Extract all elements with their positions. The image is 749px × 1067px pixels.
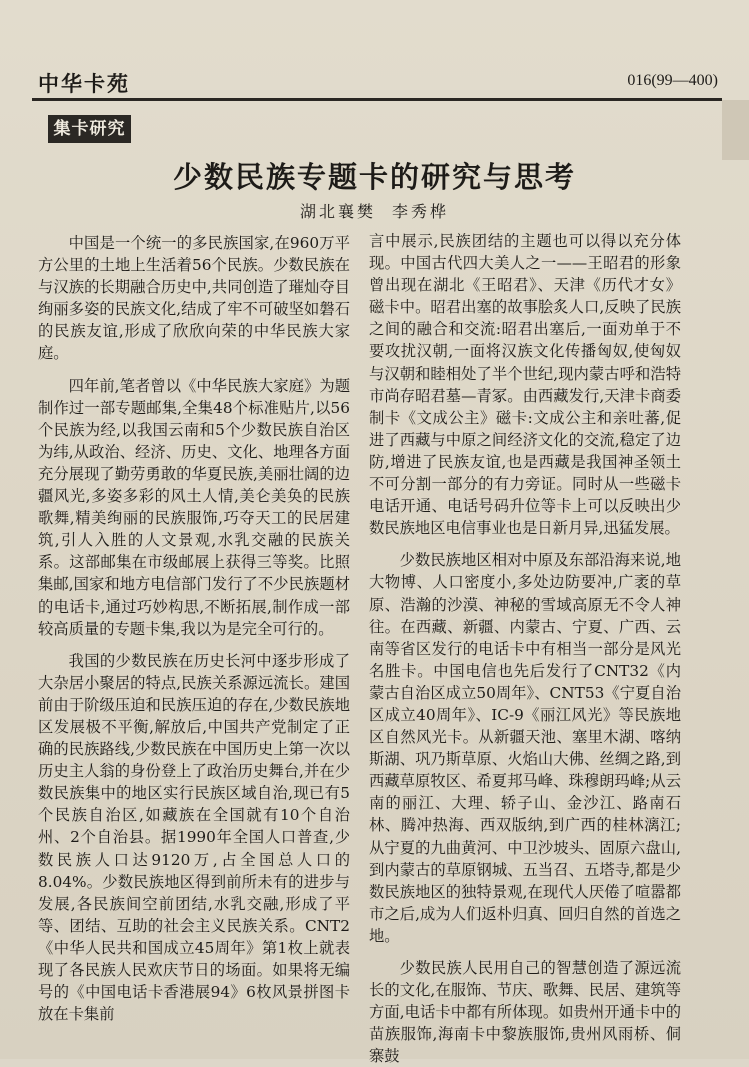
author-location: 湖北襄樊 [299, 202, 376, 221]
paragraph: 我国的少数民族在历史长河中逐步形成了大杂居小聚居的特点,民族关系源远流长。建国前由于阶级压迫和民族压迫的存在,少数民族地区发展极不平衡,解放后,中国共产党制定了正确的民族路线,少数民族在中国历史上第一次以历史主人翁的身份登上了政治历史舞台,并在少数民族集中的地区实行民族区域自治,现已有5个民族自治区,如藏族在全国就有10个自治州、2个自治县。据1990年全国人口普查,少数民族人口达9120万,占全国总人口的8.04%。少数民族地区得到前所未有的进步与发展,各民族间空前团结,水乳交融,形成了平等、团结、互助的社会主义民族关系。CNT2《中华人民共和国成立45周年》第1枚上就表现了各民族人民欢庆节日的场面。如果将无编号的《中国电话卡香港展94》6枚风景拼图卡放在卡集前 [38, 651, 350, 1024]
paragraph: 中国是一个统一的多民族国家,在960万平方公里的土地上生活着56个民族。少数民族在与汉族的长期融合历史中,共同创造了璀灿夺目绚丽多姿的民族文化,结成了牢不可破坚如磐石的民族友谊,形成了欣欣向荣的中华民族大家庭。 [38, 234, 350, 363]
paragraph: 四年前,笔者曾以《中华民族大家庭》为题制作过一部专题邮集,全集48个标准贴片,以56个民族为经,以我国云南和5个少数民族自治区为纬,从政治、经济、历史、文化、地理各方面充分展现了勤劳勇敢的华夏民族,美丽壮阔的边疆风光,多姿多彩的风土人情,美仑美奂的民族歌舞,精美绚丽的民族服饰,巧夺天工的民居建筑,引人入胜的人文景观,水乳交融的民族关系。这部邮集在市级邮展上获得三等奖。比照集邮,国家和地方电信部门发行了不少民族题材的电话卡,通过巧妙构思,不断拓展,制作成一部较高质量的专题卡集,我以为是完全可行的。 [38, 376, 350, 638]
page-number: 016(99—400) [627, 72, 718, 89]
left-column [38, 232, 350, 1025]
page-header [32, 68, 722, 96]
author-name: 李秀桦 [392, 202, 450, 221]
byline [0, 199, 749, 222]
paragraph: 少数民族人民用自己的智慧创造了源远流长的文化,在服饰、节庆、歌舞、民居、建筑等方面,电话卡中都有所体现。如贵州开通卡中的苗族服饰,海南卡中黎族服饰,贵州风雨桥、侗寨鼓 [369, 959, 681, 1066]
article-title: 少数民族专题卡的研究与思考 [172, 160, 576, 194]
paragraph: 言中展示,民族团结的主题也可以得以充分体现。中国古代四大美人之一——王昭君的形象曾出现在湖北《王昭君》、天津《历代才女》磁卡中。昭君出塞的故事脍炙人口,反映了民族之间的融合和交流:昭君出塞后,一面劝单于不要攻扰汉朝,一面将汉族文化传播匈奴,使匈奴与汉朝和睦相处了半个世纪,现内蒙古呼和浩特市尚存昭君墓—青冢。由西藏发行,天津卡商委制卡《文成公主》磁卡:文成公主和亲吐蕃,促进了西藏与中原之间经济文化的交流,稳定了边防,增进了民族友谊,也是西藏是我国神圣领土不可分割一部分的有力旁证。同时从一些磁卡电话开通、电话号码升位等卡上可以反映出少数民族地区电信事业也是日新月异,迅猛发展。 [369, 232, 681, 538]
page-edge-shadow [722, 100, 749, 160]
section-tag: 集卡研究 [48, 115, 131, 143]
paragraph: 少数民族地区相对中原及东部沿海来说,地大物博、人口密度小,多处边防要冲,广袤的草原、浩瀚的沙漠、神秘的雪域高原无不令人神往。在西藏、新疆、内蒙古、宁夏、广西、云南等省区发行的电话卡中有相当一部分是风光名胜卡。中国电信也先后发行了CNT32《内蒙古自治区成立50周年》、CNT53《宁夏自治区成立40周年》、IC-9《丽江风光》等民族地区自然风光卡。从新疆天池、塞里木湖、喀纳斯湖、巩乃斯草原、火焰山大佛、丝绸之路,到西藏草原牧区、希夏邦马峰、珠穆朗玛峰;从云南的丽江、大理、轿子山、金沙江、路南石林、腾冲热海、西双版纳,到广西的桂林漓江;从宁夏的九曲黄河、中卫沙坡头、固原六盘山,到内蒙古的草原钢城、五当召、五塔寺,都是少数民族地区的独特景观,在现代人厌倦了喧嚣都市之后,成为人们返朴归真、回归自然的首选之地。 [369, 551, 681, 945]
magazine-name: 中华卡苑 [38, 72, 130, 96]
header-rule [32, 98, 722, 101]
right-column [369, 230, 681, 1067]
